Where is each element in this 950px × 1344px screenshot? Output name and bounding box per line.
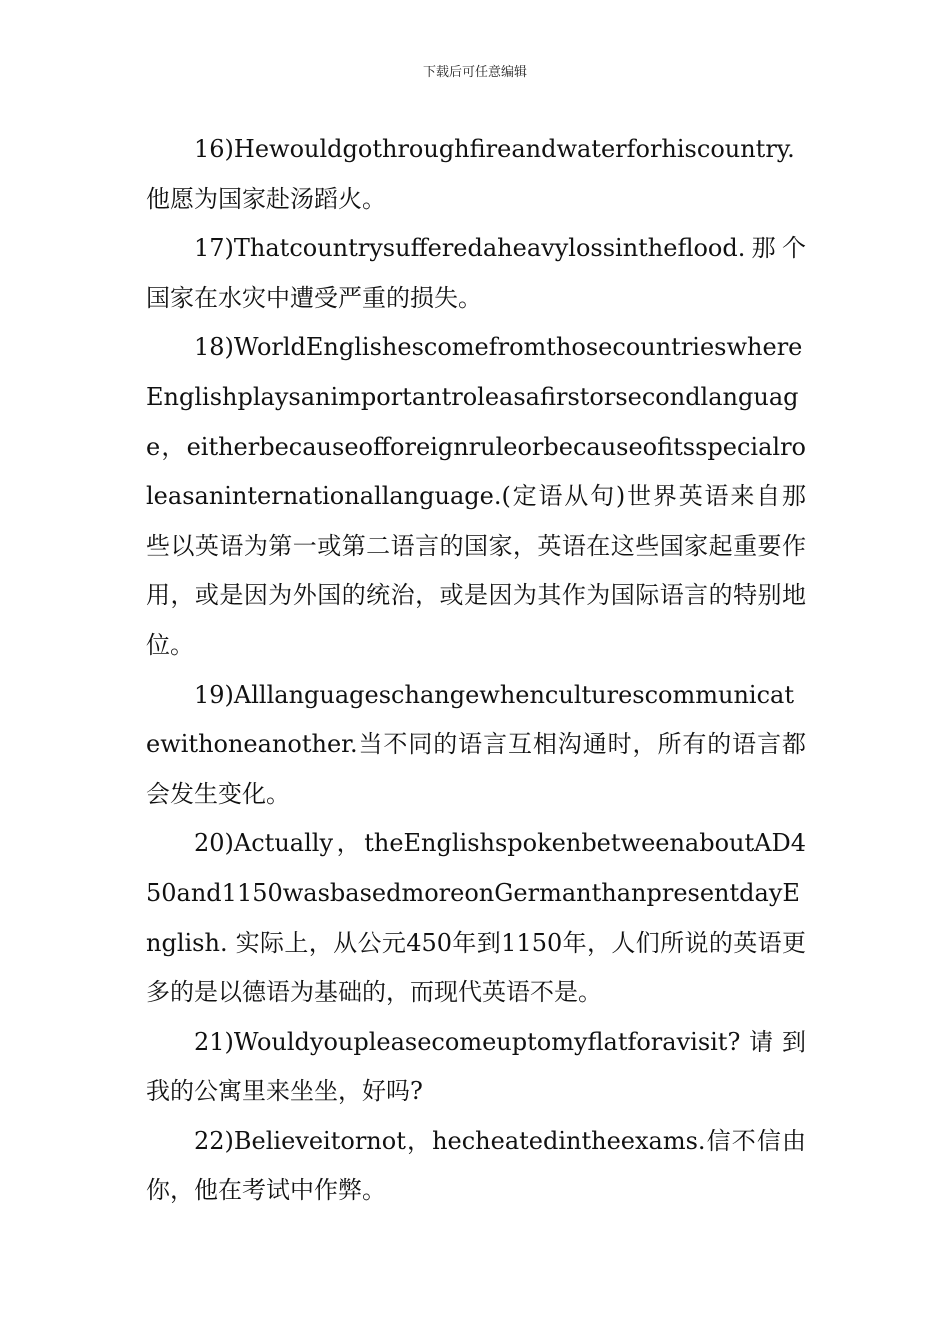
document-body (146, 125, 806, 1216)
page-header: 下载后可任意编辑 (422, 65, 527, 80)
sentence-16: 16)Hewouldgothroughfireandwaterforhiscountry.他愿为国家赴汤蹈火。 (146, 135, 795, 213)
sentence-17: 17)Thatcountrysufferedaheavylossintheflood.那个国家在水灾中遭受严重的损失。 (146, 234, 806, 312)
sentence-22: 22)Believeitornot，hecheatedintheexams.信不信由你，他在考试中作弊。 (146, 1126, 806, 1205)
sentence-19: 19)Alllanguageschangewhenculturescommunicatewithoneanother.当不同的语言互相沟通时，所有的语言都会发生变化。 (146, 680, 806, 808)
sentence-18: 18)WorldEnglishescomefromthosecountrieswhereEnglishplaysanimportantroleasafirstorsecondlanguage，eitherbecauseofforeignruleorbecauseofitsspecialroleasaninternationallanguage.(定语从句)世界英语来自那些以英语为第一或第二语言的国家，英语在这些国家起重要作用，或是因为外国的统治，或是因为其作为国际语言的特别地位。 (146, 333, 806, 659)
sentence-20: 20)Actually，theEnglishspokenbetweenaboutAD450and1150wasbasedmoreonGermanthanpresentdayEnglish. 实际上，从公元450年到1150年，人们所说的英语更多的是以德语为基础的，而现代英语不是。 (146, 829, 806, 1007)
sentence-21: 21)Wouldyoupleasecomeuptomyflatforavisit?请到我的公寓里来坐坐，好吗? (146, 1027, 806, 1106)
